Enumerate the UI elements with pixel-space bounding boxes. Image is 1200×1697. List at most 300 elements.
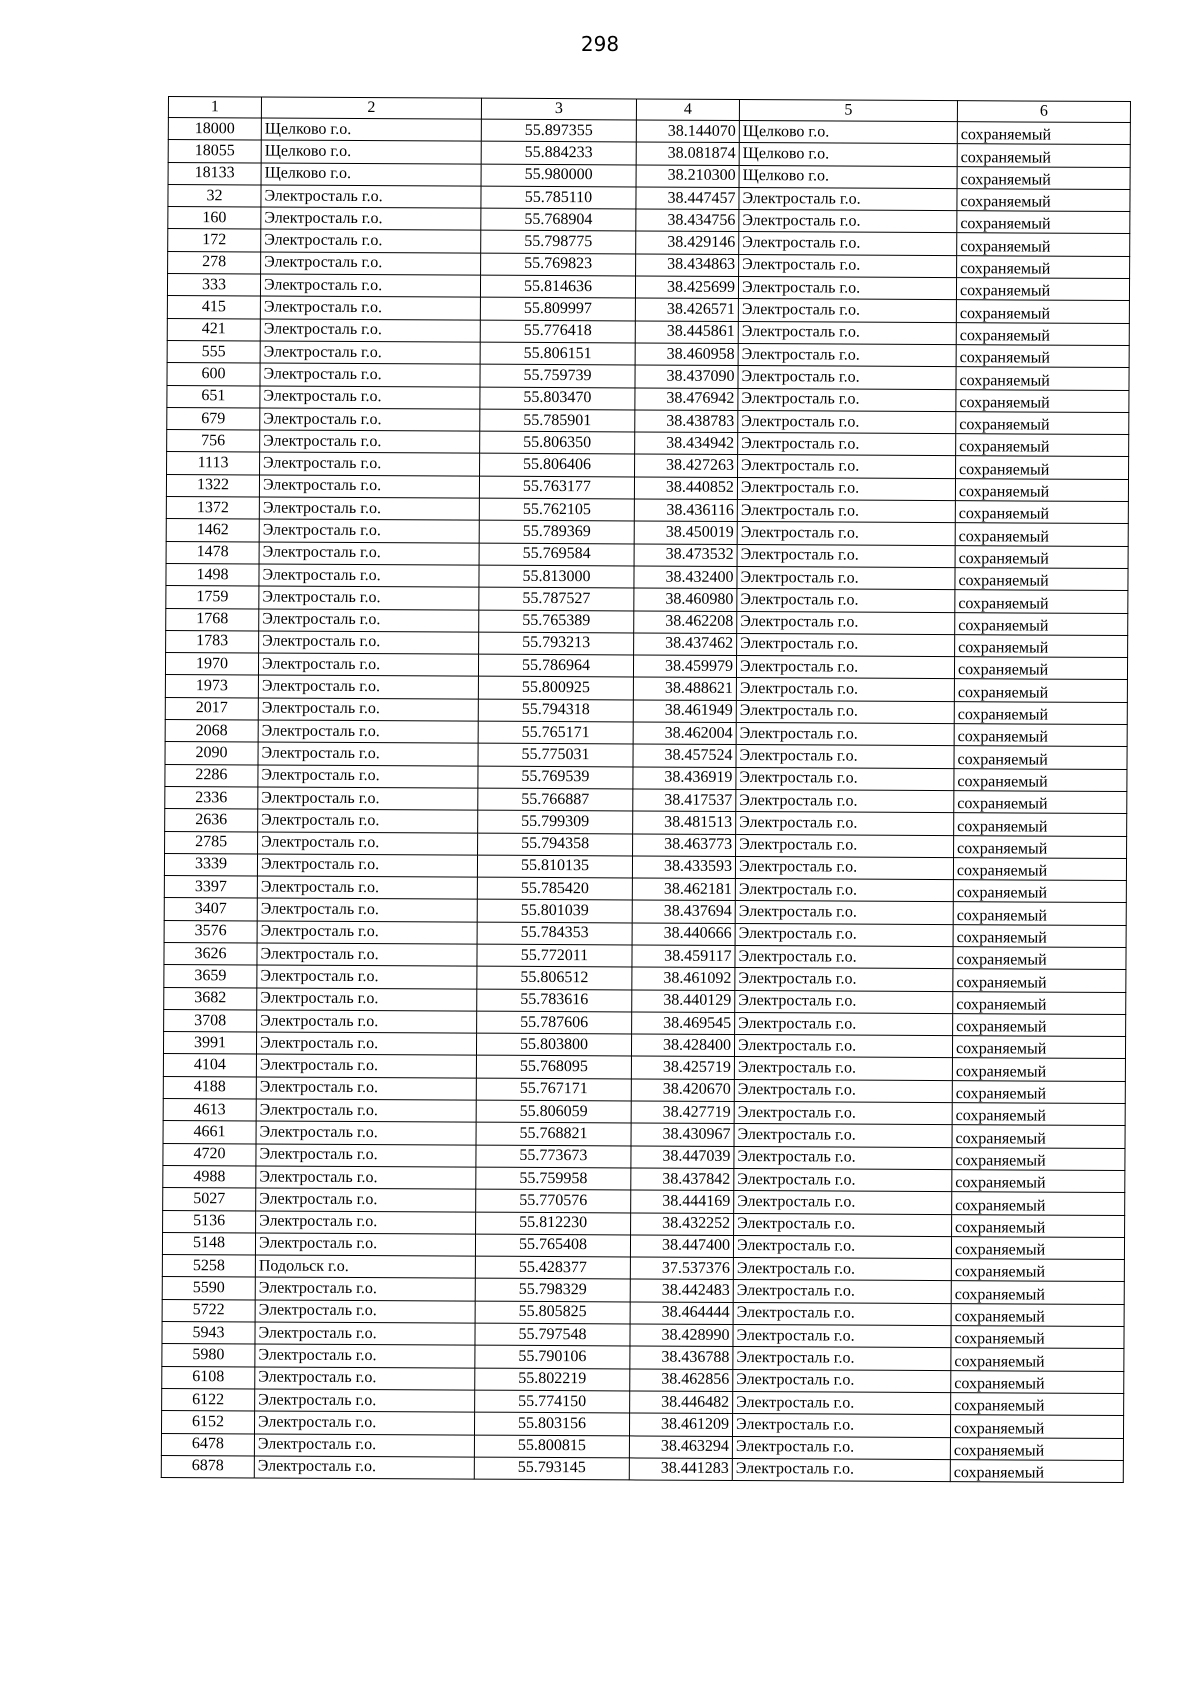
cell-longitude: 38.420670 [631, 1079, 734, 1102]
cell-id: 2336 [165, 786, 258, 809]
cell-longitude: 38.436919 [633, 767, 736, 790]
cell-status: сохраняемый [955, 634, 1128, 657]
cell-latitude: 55.806512 [477, 966, 632, 989]
cell-id: 18133 [168, 162, 261, 185]
cell-municipality: Электросталь г.о. [260, 363, 480, 386]
cell-district: Электросталь г.о. [738, 321, 956, 344]
cell-longitude: 38.432252 [631, 1212, 734, 1235]
cell-district: Электросталь г.о. [736, 789, 954, 812]
cell-longitude: 38.463294 [629, 1435, 732, 1458]
cell-status: сохраняемый [957, 255, 1130, 278]
cell-latitude: 55.802219 [475, 1368, 630, 1391]
cell-district: Электросталь г.о. [736, 745, 954, 768]
cell-latitude: 55.794318 [478, 699, 633, 722]
cell-id: 4613 [163, 1099, 256, 1122]
cell-longitude: 38.436116 [634, 499, 737, 522]
cell-latitude: 55.813000 [479, 565, 634, 588]
cell-municipality: Электросталь г.о. [258, 698, 478, 721]
cell-latitude: 55.428377 [475, 1256, 630, 1279]
cell-municipality: Электросталь г.о. [259, 586, 479, 609]
registry-table [161, 96, 1131, 1483]
cell-id: 3407 [164, 898, 257, 921]
cell-municipality: Электросталь г.о. [258, 720, 478, 743]
cell-district: Электросталь г.о. [734, 1213, 952, 1236]
cell-longitude: 38.437090 [635, 365, 738, 388]
cell-id: 5980 [162, 1344, 255, 1367]
cell-id: 1113 [167, 452, 260, 475]
cell-id: 6878 [161, 1455, 254, 1478]
cell-status: сохраняемый [951, 1281, 1124, 1304]
cell-municipality: Электросталь г.о. [256, 1032, 476, 1055]
cell-id: 2286 [165, 764, 258, 787]
cell-longitude: 38.428400 [631, 1034, 734, 1057]
cell-id: 4661 [163, 1121, 256, 1144]
cell-status: сохраняемый [950, 1437, 1123, 1460]
cell-status: сохраняемый [953, 924, 1126, 947]
cell-district: Электросталь г.о. [739, 232, 957, 255]
cell-latitude: 55.798775 [481, 231, 636, 254]
cell-latitude: 55.759958 [476, 1167, 631, 1190]
cell-status: сохраняемый [952, 1080, 1125, 1103]
cell-district: Электросталь г.о. [733, 1302, 951, 1325]
cell-latitude: 55.806059 [476, 1100, 631, 1123]
cell-municipality: Электросталь г.о. [255, 1344, 475, 1367]
cell-id: 415 [167, 296, 260, 319]
cell-municipality: Электросталь г.о. [255, 1322, 475, 1345]
cell-district: Электросталь г.о. [736, 678, 954, 701]
cell-municipality: Электросталь г.о. [259, 609, 479, 632]
cell-status: сохраняемый [952, 1192, 1125, 1215]
cell-id: 3339 [164, 853, 257, 876]
cell-status: сохраняемый [954, 791, 1127, 814]
cell-id: 2636 [165, 809, 258, 832]
cell-longitude: 38.433593 [632, 856, 735, 879]
cell-longitude: 38.469545 [632, 1012, 735, 1035]
cell-longitude: 38.428990 [630, 1324, 733, 1347]
cell-status: сохраняемый [952, 1125, 1125, 1148]
cell-latitude: 55.762105 [479, 498, 634, 521]
cell-id: 651 [167, 385, 260, 408]
cell-latitude: 55.785420 [477, 877, 632, 900]
cell-status: сохраняемый [953, 1013, 1126, 1036]
cell-longitude: 38.462208 [634, 610, 737, 633]
cell-longitude: 38.436788 [630, 1346, 733, 1369]
cell-latitude: 55.768821 [476, 1122, 631, 1145]
cell-id: 6478 [161, 1433, 254, 1456]
cell-district: Электросталь г.о. [734, 1035, 952, 1058]
cell-longitude: 38.447457 [636, 187, 739, 210]
cell-municipality: Электросталь г.о. [255, 1277, 475, 1300]
cell-district: Электросталь г.о. [738, 343, 956, 366]
cell-municipality: Электросталь г.о. [261, 252, 481, 275]
cell-district: Электросталь г.о. [735, 945, 953, 968]
cell-status: сохраняемый [956, 278, 1129, 301]
cell-municipality: Электросталь г.о. [255, 1300, 475, 1323]
cell-latitude: 55.799309 [478, 810, 633, 833]
cell-longitude: 38.459117 [632, 945, 735, 968]
cell-status: сохраняемый [956, 411, 1129, 434]
cell-latitude: 55.784353 [477, 922, 632, 945]
cell-status: сохраняемый [956, 345, 1129, 368]
cell-id: 278 [168, 251, 261, 274]
cell-status: сохраняемый [957, 233, 1130, 256]
cell-latitude: 55.884233 [481, 141, 636, 164]
cell-municipality: Электросталь г.о. [257, 898, 477, 921]
cell-id: 6152 [161, 1411, 254, 1434]
cell-id: 1759 [166, 586, 259, 609]
cell-district: Электросталь г.о. [738, 299, 956, 322]
cell-status: сохраняемый [957, 166, 1130, 189]
cell-status: сохраняемый [956, 434, 1129, 457]
cell-municipality: Электросталь г.о. [257, 921, 477, 944]
cell-id: 160 [168, 207, 261, 230]
cell-municipality: Электросталь г.о. [260, 319, 480, 342]
cell-status: сохраняемый [951, 1236, 1124, 1259]
cell-latitude: 55.803470 [480, 387, 635, 410]
cell-status: сохраняемый [953, 880, 1126, 903]
cell-municipality: Электросталь г.о. [257, 988, 477, 1011]
cell-district: Электросталь г.о. [739, 210, 957, 233]
cell-municipality: Электросталь г.о. [260, 341, 480, 364]
cell-municipality: Электросталь г.о. [257, 876, 477, 899]
cell-longitude: 38.440129 [632, 990, 735, 1013]
cell-longitude: 38.481513 [633, 811, 736, 834]
cell-municipality: Электросталь г.о. [258, 653, 478, 676]
cell-status: сохраняемый [952, 1058, 1125, 1081]
cell-longitude: 38.434756 [636, 209, 739, 232]
cell-id: 1498 [166, 563, 259, 586]
cell-latitude: 55.798329 [475, 1279, 630, 1302]
cell-district: Электросталь г.о. [738, 388, 956, 411]
cell-district: Электросталь г.о. [734, 1057, 952, 1080]
cell-municipality: Электросталь г.о. [260, 296, 480, 319]
cell-id: 333 [167, 274, 260, 297]
cell-longitude: 38.460958 [635, 343, 738, 366]
cell-status: сохраняемый [950, 1415, 1123, 1438]
cell-status: сохраняемый [954, 701, 1127, 724]
cell-latitude: 55.765389 [479, 610, 634, 633]
cell-municipality: Электросталь г.о. [256, 1211, 476, 1234]
cell-district: Электросталь г.о. [733, 1391, 951, 1414]
cell-municipality: Электросталь г.о. [259, 519, 479, 542]
cell-status: сохраняемый [954, 679, 1127, 702]
cell-longitude: 38.440666 [632, 923, 735, 946]
cell-latitude: 55.812230 [476, 1212, 631, 1235]
cell-latitude: 55.897355 [481, 119, 636, 142]
cell-municipality: Электросталь г.о. [258, 765, 478, 788]
cell-latitude: 55.801039 [477, 900, 632, 923]
cell-status: сохраняемый [953, 902, 1126, 925]
cell-municipality: Электросталь г.о. [260, 274, 480, 297]
cell-municipality: Электросталь г.о. [259, 475, 479, 498]
cell-longitude: 38.427719 [631, 1101, 734, 1124]
cell-id: 4988 [163, 1165, 256, 1188]
cell-latitude: 55.767171 [476, 1078, 631, 1101]
cell-district: Электросталь г.о. [734, 1168, 952, 1191]
cell-district: Электросталь г.о. [733, 1280, 951, 1303]
cell-district: Электросталь г.о. [732, 1436, 950, 1459]
cell-status: сохраняемый [956, 322, 1129, 345]
cell-longitude: 38.434863 [636, 254, 739, 277]
cell-latitude: 55.803156 [474, 1412, 629, 1435]
cell-id: 756 [167, 430, 260, 453]
cell-district: Щелково г.о. [739, 143, 957, 166]
cell-municipality: Электросталь г.о. [258, 809, 478, 832]
cell-municipality: Электросталь г.о. [256, 1121, 476, 1144]
cell-id: 600 [167, 363, 260, 386]
cell-municipality: Электросталь г.о. [256, 1188, 476, 1211]
cell-longitude: 38.463773 [633, 833, 736, 856]
cell-longitude: 38.437694 [632, 900, 735, 923]
cell-id: 172 [168, 229, 261, 252]
cell-status: сохраняемый [956, 300, 1129, 323]
cell-status: сохраняемый [956, 367, 1129, 390]
cell-municipality: Электросталь г.о. [255, 1367, 475, 1390]
cell-id: 3397 [164, 876, 257, 899]
cell-latitude: 55.783616 [477, 989, 632, 1012]
cell-district: Электросталь г.о. [734, 1191, 952, 1214]
cell-id: 3991 [163, 1032, 256, 1055]
cell-id: 679 [167, 407, 260, 430]
cell-district: Электросталь г.о. [737, 633, 955, 656]
cell-status: сохраняемый [951, 1326, 1124, 1349]
cell-status: сохраняемый [952, 1170, 1125, 1193]
cell-id: 2090 [165, 742, 258, 765]
cell-district: Электросталь г.о. [738, 366, 956, 389]
cell-status: сохраняемый [951, 1370, 1124, 1393]
cell-id: 5027 [163, 1188, 256, 1211]
cell-district: Щелково г.о. [739, 165, 957, 188]
cell-district: Электросталь г.о. [736, 656, 954, 679]
cell-latitude: 55.809997 [480, 298, 635, 321]
cell-district: Электросталь г.о. [734, 1102, 952, 1125]
cell-longitude: 38.429146 [636, 231, 739, 254]
cell-status: сохраняемый [954, 835, 1127, 858]
cell-status: сохраняемый [954, 746, 1127, 769]
cell-longitude: 38.461092 [632, 967, 735, 990]
cell-latitude: 55.759739 [480, 364, 635, 387]
cell-longitude: 38.446482 [630, 1391, 733, 1414]
cell-municipality: Электросталь г.о. [256, 1099, 476, 1122]
cell-municipality: Электросталь г.о. [260, 452, 480, 475]
cell-district: Электросталь г.о. [735, 923, 953, 946]
cell-longitude: 38.430967 [631, 1123, 734, 1146]
cell-municipality: Электросталь г.о. [260, 408, 480, 431]
cell-status: сохраняемый [951, 1303, 1124, 1326]
cell-longitude: 38.425719 [631, 1056, 734, 1079]
cell-status: сохраняемый [951, 1348, 1124, 1371]
cell-latitude: 55.775031 [478, 743, 633, 766]
cell-district: Электросталь г.о. [737, 544, 955, 567]
cell-status: сохраняемый [955, 590, 1128, 613]
cell-longitude: 38.464444 [630, 1302, 733, 1325]
cell-latitude: 55.805825 [475, 1301, 630, 1324]
cell-id: 1478 [166, 541, 259, 564]
cell-id: 32 [168, 184, 261, 207]
cell-district: Электросталь г.о. [732, 1458, 950, 1481]
cell-status: сохраняемый [955, 478, 1128, 501]
cell-latitude: 55.773673 [476, 1145, 631, 1168]
cell-district: Электросталь г.о. [733, 1347, 951, 1370]
cell-longitude: 38.450019 [634, 521, 737, 544]
cell-longitude: 38.447039 [631, 1146, 734, 1169]
cell-id: 3682 [164, 987, 257, 1010]
cell-status: сохраняемый [955, 612, 1128, 635]
cell-id: 1372 [166, 497, 259, 520]
cell-status: сохраняемый [954, 768, 1127, 791]
cell-district: Электросталь г.о. [736, 812, 954, 835]
cell-municipality: Электросталь г.о. [257, 1010, 477, 1033]
cell-id: 1768 [166, 608, 259, 631]
cell-latitude: 55.787606 [477, 1011, 632, 1034]
cell-longitude: 38.210300 [636, 165, 739, 188]
cell-district: Электросталь г.о. [733, 1235, 951, 1258]
cell-longitude: 38.426571 [635, 298, 738, 321]
cell-longitude: 38.440852 [634, 477, 737, 500]
cell-longitude: 38.434942 [635, 432, 738, 455]
cell-municipality: Электросталь г.о. [261, 229, 481, 252]
cell-district: Электросталь г.о. [734, 1079, 952, 1102]
cell-district: Электросталь г.о. [738, 455, 956, 478]
cell-status: сохраняемый [957, 189, 1130, 212]
cell-latitude: 55.769584 [479, 543, 634, 566]
cell-district: Электросталь г.о. [735, 879, 953, 902]
cell-id: 555 [167, 340, 260, 363]
cell-id: 1462 [166, 519, 259, 542]
column-header: 6 [957, 101, 1130, 123]
cell-status: сохраняемый [952, 1103, 1125, 1126]
cell-latitude: 55.789369 [479, 520, 634, 543]
cell-district: Щелково г.о. [739, 120, 957, 143]
cell-id: 3576 [164, 920, 257, 943]
cell-district: Электросталь г.о. [737, 611, 955, 634]
cell-municipality: Электросталь г.о. [255, 1233, 475, 1256]
cell-longitude: 38.144070 [636, 120, 739, 143]
cell-municipality: Электросталь г.о. [260, 386, 480, 409]
cell-municipality: Электросталь г.о. [256, 1077, 476, 1100]
cell-latitude: 55.787527 [479, 587, 634, 610]
cell-longitude: 38.441283 [629, 1458, 732, 1481]
cell-status: сохраняемый [953, 947, 1126, 970]
cell-longitude: 38.081874 [636, 142, 739, 165]
cell-longitude: 38.445861 [635, 321, 738, 344]
column-header: 2 [261, 97, 481, 119]
cell-latitude: 55.776418 [480, 320, 635, 343]
cell-status: сохраняемый [952, 1036, 1125, 1059]
cell-longitude: 38.462856 [630, 1369, 733, 1392]
cell-district: Электросталь г.о. [733, 1325, 951, 1348]
cell-status: сохраняемый [955, 545, 1128, 568]
cell-municipality: Электросталь г.о. [259, 564, 479, 587]
cell-district: Электросталь г.о. [735, 856, 953, 879]
cell-latitude: 55.765171 [478, 721, 633, 744]
cell-district: Электросталь г.о. [737, 566, 955, 589]
cell-longitude: 38.438783 [635, 410, 738, 433]
cell-district: Электросталь г.о. [732, 1414, 950, 1437]
cell-latitude: 55.786964 [478, 654, 633, 677]
cell-district: Электросталь г.о. [739, 187, 957, 210]
cell-latitude: 55.769823 [481, 253, 636, 276]
cell-district: Электросталь г.о. [736, 700, 954, 723]
column-header: 5 [739, 99, 957, 121]
cell-longitude: 38.447400 [630, 1235, 733, 1258]
cell-latitude: 55.800925 [478, 677, 633, 700]
cell-id: 5258 [162, 1255, 255, 1278]
cell-district: Электросталь г.о. [737, 522, 955, 545]
cell-status: сохраняемый [955, 568, 1128, 591]
cell-longitude: 38.460980 [634, 588, 737, 611]
cell-status: сохраняемый [955, 523, 1128, 546]
cell-municipality: Электросталь г.о. [254, 1411, 474, 1434]
cell-status: сохраняемый [951, 1259, 1124, 1282]
cell-status: сохраняемый [954, 724, 1127, 747]
cell-latitude: 55.785110 [481, 186, 636, 209]
cell-latitude: 55.768095 [476, 1056, 631, 1079]
cell-district: Электросталь г.о. [733, 1369, 951, 1392]
page-number: 298 [580, 32, 620, 56]
cell-district: Электросталь г.о. [737, 500, 955, 523]
cell-latitude: 55.766887 [478, 788, 633, 811]
cell-longitude: 38.461209 [629, 1413, 732, 1436]
cell-district: Электросталь г.о. [735, 901, 953, 924]
cell-id: 2068 [165, 720, 258, 743]
cell-status: сохраняемый [952, 1214, 1125, 1237]
cell-status: сохраняемый [950, 1459, 1123, 1482]
cell-municipality: Электросталь г.о. [259, 542, 479, 565]
cell-district: Электросталь г.о. [738, 277, 956, 300]
cell-district: Электросталь г.о. [739, 254, 957, 277]
cell-latitude: 55.797548 [475, 1323, 630, 1346]
cell-id: 3708 [164, 1009, 257, 1032]
cell-district: Электросталь г.о. [736, 722, 954, 745]
cell-longitude: 38.432400 [634, 566, 737, 589]
cell-latitude: 55.800815 [474, 1435, 629, 1458]
cell-id: 18000 [168, 118, 261, 141]
cell-municipality: Электросталь г.о. [254, 1456, 474, 1479]
cell-status: сохраняемый [954, 657, 1127, 680]
cell-district: Электросталь г.о. [734, 1146, 952, 1169]
cell-longitude: 38.442483 [630, 1279, 733, 1302]
cell-latitude: 55.765408 [475, 1234, 630, 1257]
cell-latitude: 55.769539 [478, 766, 633, 789]
cell-id: 5148 [162, 1232, 255, 1255]
cell-municipality: Щелково г.о. [261, 163, 481, 186]
cell-latitude: 55.806350 [480, 431, 635, 454]
cell-id: 6122 [162, 1388, 255, 1411]
cell-longitude: 38.462181 [632, 878, 735, 901]
cell-status: сохраняемый [952, 1147, 1125, 1170]
cell-municipality: Электросталь г.о. [256, 1054, 476, 1077]
cell-latitude: 55.772011 [477, 944, 632, 967]
cell-longitude: 38.459979 [633, 655, 736, 678]
cell-id: 2017 [165, 697, 258, 720]
cell-status: сохраняемый [956, 456, 1129, 479]
cell-longitude: 38.488621 [633, 677, 736, 700]
cell-longitude: 38.427263 [635, 454, 738, 477]
cell-id: 18055 [168, 140, 261, 163]
cell-district: Электросталь г.о. [736, 834, 954, 857]
cell-status: сохраняемый [957, 144, 1130, 167]
cell-latitude: 55.793213 [479, 632, 634, 655]
cell-municipality: Электросталь г.о. [261, 207, 481, 230]
cell-municipality: Электросталь г.о. [259, 631, 479, 654]
cell-status: сохраняемый [957, 211, 1130, 234]
cell-latitude: 55.770576 [476, 1189, 631, 1212]
cell-longitude: 38.476942 [635, 388, 738, 411]
cell-id: 421 [167, 318, 260, 341]
cell-municipality: Электросталь г.о. [255, 1389, 475, 1412]
cell-latitude: 55.785901 [480, 409, 635, 432]
